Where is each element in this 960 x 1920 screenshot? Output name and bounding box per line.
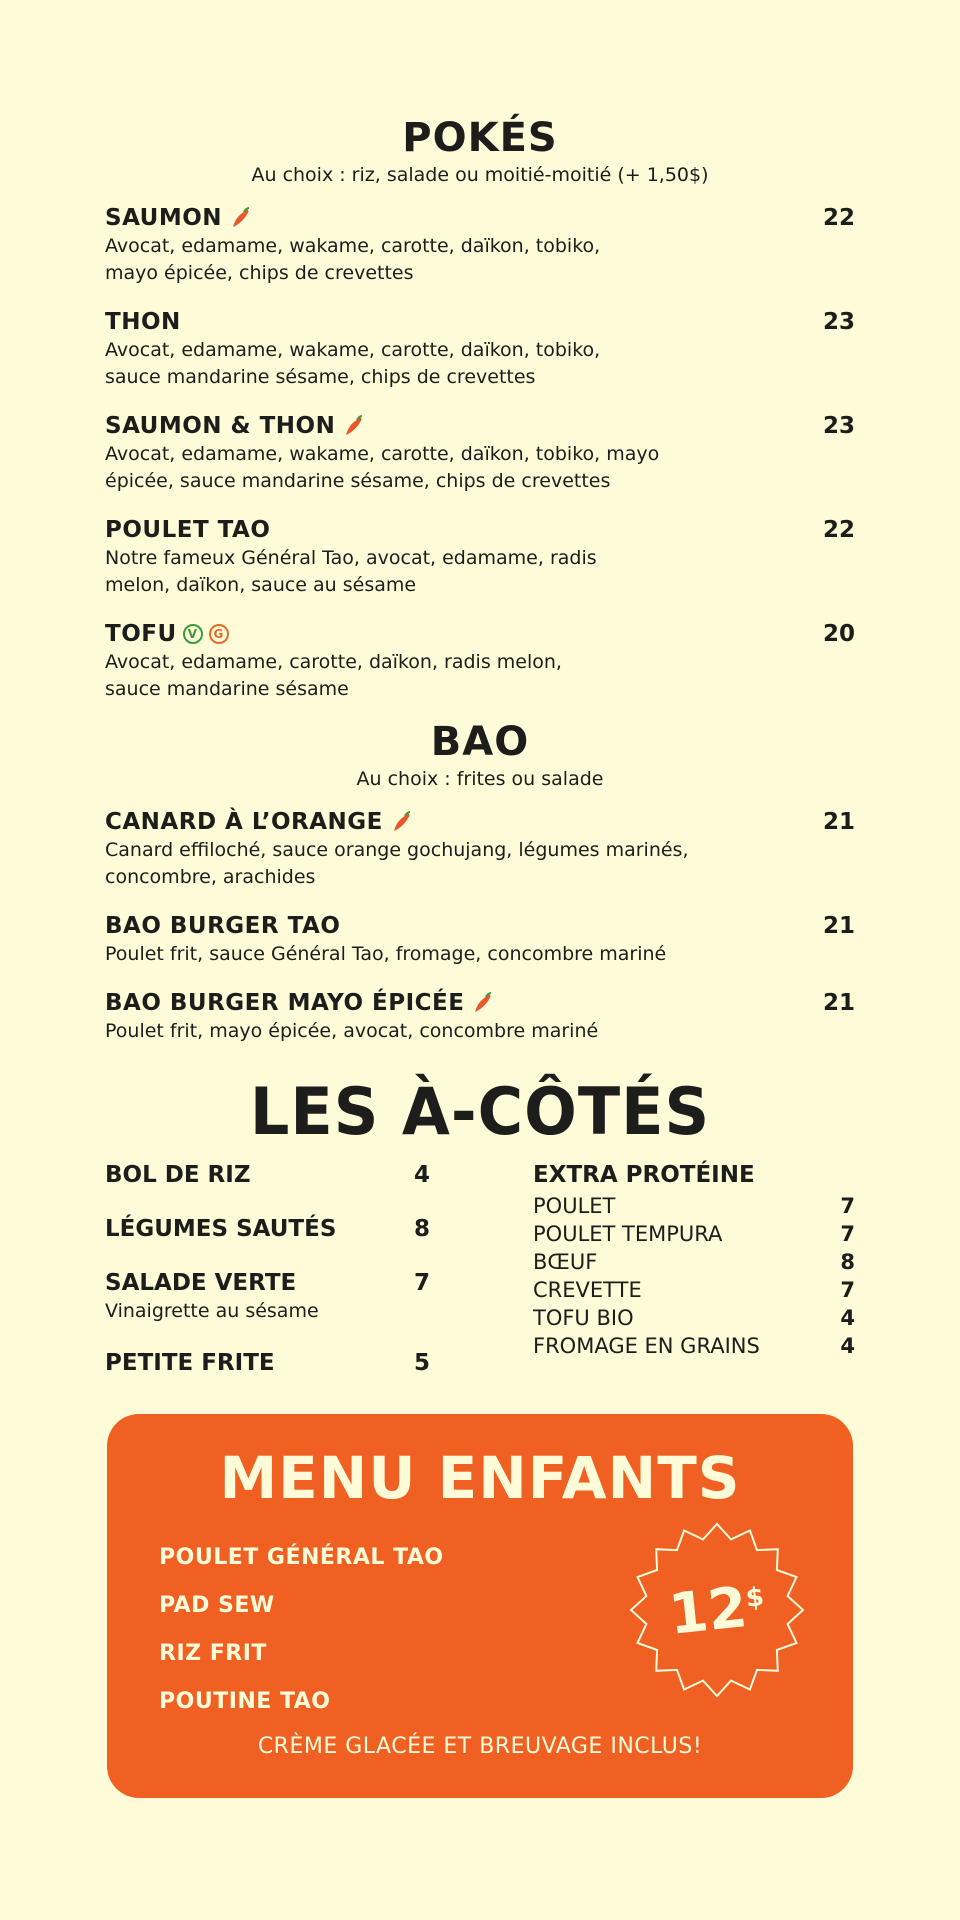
item-price: 23	[822, 412, 855, 439]
kids-menu-item: POULET GÉNÉRAL TAO	[159, 1545, 444, 1570]
pokes-subtitle: Au choix : riz, salade ou moitié-moitié (+ 1,50$)	[251, 164, 709, 186]
kids-menu-title: MENU ENFANTS	[219, 1444, 741, 1512]
side-name: SALADE VERTE	[105, 1270, 297, 1296]
item-desc-line: Poulet frit, mayo épicée, avocat, concombre mariné	[105, 1019, 599, 1042]
kids-menu-price	[618, 1511, 816, 1709]
side-item	[105, 1162, 430, 1188]
item-description	[105, 545, 665, 599]
item-name: CANARD À L’ORANGE	[105, 808, 383, 835]
side-price: 7	[413, 1270, 430, 1296]
item-name: THON	[105, 308, 181, 335]
item-price: 22	[822, 204, 855, 231]
item-price: 22	[822, 516, 855, 543]
menu-item	[105, 913, 855, 968]
menu-item	[105, 517, 855, 599]
item-desc-line: Notre fameux Général Tao, avocat, edamame, radis	[105, 546, 597, 569]
extra-protein-list	[533, 1162, 855, 1360]
menu-item	[105, 309, 855, 391]
side-item	[105, 1216, 430, 1242]
item-price: 23	[822, 308, 855, 335]
item-desc-line: Avocat, edamame, carotte, daïkon, radis melon,	[105, 650, 562, 673]
item-desc-line: Canard effiloché, sauce orange gochujang, légumes marinés,	[105, 838, 689, 861]
kids-menu-footer: CRÈME GLACÉE ET BREUVAGE INCLUS!	[257, 1734, 703, 1759]
extra-price: 8	[840, 1250, 855, 1274]
gluten-free-icon: G	[209, 624, 229, 644]
extra-price: 4	[840, 1334, 855, 1358]
item-desc-line: épicée, sauce mandarine sésame, chips de crevettes	[105, 469, 611, 492]
item-desc-line: sauce mandarine sésame, chips de crevettes	[105, 365, 536, 388]
extra-price: 7	[840, 1194, 855, 1218]
item-description	[105, 837, 745, 891]
item-description	[105, 337, 665, 391]
extra-item	[533, 1304, 855, 1332]
item-price: 21	[822, 912, 855, 939]
extra-name: BŒUF	[533, 1250, 598, 1274]
extra-name: POULET TEMPURA	[533, 1222, 723, 1246]
bao-section	[105, 719, 855, 1045]
side-price: 5	[413, 1350, 430, 1376]
extra-name: POULET	[533, 1194, 616, 1218]
extra-price: 4	[840, 1306, 855, 1330]
kids-menu-box	[107, 1414, 853, 1798]
extra-item	[533, 1248, 855, 1276]
item-desc-line: melon, daïkon, sauce au sésame	[105, 573, 417, 596]
extra-price: 7	[840, 1222, 855, 1246]
sides-title: LES À-CÔTÉS	[249, 1073, 711, 1150]
item-name: SAUMON & THON	[105, 412, 336, 439]
item-description	[105, 441, 665, 495]
side-item	[105, 1270, 430, 1322]
item-name: BAO BURGER MAYO ÉPICÉE	[105, 989, 465, 1016]
side-name: PETITE FRITE	[105, 1350, 275, 1376]
side-name: BOL DE RIZ	[105, 1162, 251, 1188]
sides-list	[105, 1162, 430, 1396]
item-description	[105, 649, 665, 703]
side-description: Vinaigrette au sésame	[105, 1300, 319, 1322]
chili-pepper-icon	[341, 413, 367, 439]
kids-menu-item: RIZ FRIT	[159, 1641, 267, 1666]
side-item	[105, 1350, 430, 1376]
chili-pepper-icon	[470, 990, 496, 1016]
menu-item	[105, 621, 855, 703]
chili-pepper-icon	[228, 205, 254, 231]
extra-name: CREVETTE	[533, 1278, 642, 1302]
item-desc-line: Poulet frit, sauce Général Tao, fromage, concombre mariné	[105, 942, 667, 965]
vegan-icon: V	[183, 624, 203, 644]
kids-menu-item: POUTINE TAO	[159, 1689, 331, 1714]
kids-menu-item: PAD SEW	[159, 1593, 275, 1618]
menu-item	[105, 413, 855, 495]
side-name: LÉGUMES SAUTÉS	[105, 1216, 337, 1242]
side-price: 8	[413, 1216, 430, 1242]
item-description	[105, 1018, 745, 1045]
item-name: SAUMON	[105, 204, 223, 231]
side-price: 4	[413, 1162, 430, 1188]
menu-item	[105, 205, 855, 287]
kids-menu-list	[159, 1534, 444, 1726]
item-desc-line: Avocat, edamame, wakame, carotte, daïkon, tobiko,	[105, 338, 601, 361]
price-value: 12	[665, 1574, 751, 1648]
item-description	[105, 233, 665, 287]
extra-name: FROMAGE EN GRAINS	[533, 1334, 760, 1358]
chili-pepper-icon	[389, 809, 415, 835]
item-desc-line: Avocat, edamame, wakame, carotte, daïkon, tobiko, mayo	[105, 442, 660, 465]
bao-subtitle: Au choix : frites ou salade	[356, 768, 604, 790]
extra-protein-title: EXTRA PROTÉINE	[533, 1162, 755, 1188]
bao-title: BAO	[430, 719, 530, 765]
pokes-section	[105, 115, 855, 703]
extra-item	[533, 1276, 855, 1304]
menu-item	[105, 809, 855, 891]
item-desc-line: sauce mandarine sésame	[105, 677, 349, 700]
item-description	[105, 941, 745, 968]
item-desc-line: Avocat, edamame, wakame, carotte, daïkon, tobiko,	[105, 234, 601, 257]
item-price: 20	[822, 620, 855, 647]
item-name: POULET TAO	[105, 516, 271, 543]
menu-item	[105, 990, 855, 1045]
extra-price: 7	[840, 1278, 855, 1302]
extra-item	[533, 1332, 855, 1360]
extra-item	[533, 1220, 855, 1248]
extra-name: TOFU BIO	[533, 1306, 634, 1330]
item-desc-line: concombre, arachides	[105, 865, 316, 888]
pokes-title: POKÉS	[402, 115, 558, 161]
price-starburst	[627, 1520, 807, 1700]
price-currency: $	[744, 1582, 766, 1614]
item-desc-line: mayo épicée, chips de crevettes	[105, 261, 414, 284]
item-name: TOFU	[105, 620, 177, 647]
item-price: 21	[822, 989, 855, 1016]
extra-item	[533, 1192, 855, 1220]
item-price: 21	[822, 808, 855, 835]
item-name: BAO BURGER TAO	[105, 912, 341, 939]
